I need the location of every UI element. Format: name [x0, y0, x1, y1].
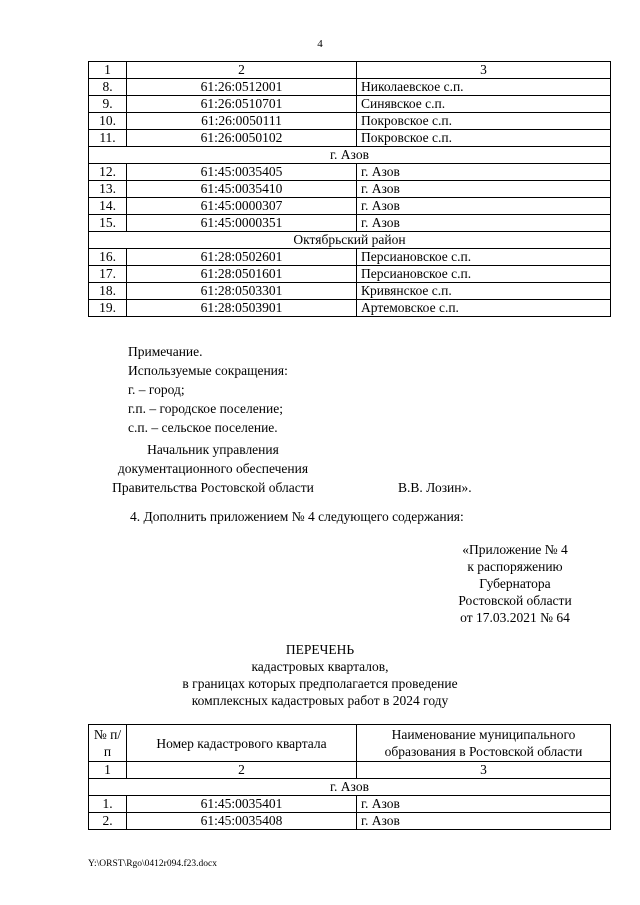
note-line: Примечание. — [128, 344, 203, 359]
header-cell-name: Наименование муниципального образования в Ростовской области — [357, 725, 611, 762]
document-title — [0, 641, 640, 709]
row-number: 10. — [89, 113, 127, 130]
cadastral-code: 61:28:0501601 — [127, 266, 357, 283]
file-path-footer: Y:\ORST\Rgo\0412r094.f23.docx — [88, 859, 217, 869]
table-row — [89, 266, 611, 283]
note-line: Используемые сокращения: — [128, 363, 288, 378]
cadastral-code: 61:45:0035408 — [127, 813, 357, 830]
cadastral-code: 61:26:0512001 — [127, 79, 357, 96]
municipality-name: г. Азов — [357, 215, 611, 232]
section-row — [89, 779, 611, 796]
row-number: 11. — [89, 130, 127, 147]
cadastral-code: 61:45:0035405 — [127, 164, 357, 181]
column-number-cell: 3 — [357, 62, 611, 79]
table-row — [89, 96, 611, 113]
cadastral-code: 61:28:0503901 — [127, 300, 357, 317]
signatory-title-line: документационного обеспечения — [117, 461, 309, 476]
cadastral-code: 61:45:0035410 — [127, 181, 357, 198]
municipality-name: г. Азов — [357, 796, 611, 813]
note-line: г. – город; — [128, 382, 185, 397]
cadastral-code: 61:45:0035401 — [127, 796, 357, 813]
table-row — [89, 283, 611, 300]
row-number: 13. — [89, 181, 127, 198]
table-row — [89, 813, 611, 830]
row-number: 15. — [89, 215, 127, 232]
table-row — [89, 249, 611, 266]
municipality-name: г. Азов — [357, 198, 611, 215]
header-cell-number: № п/п — [89, 725, 127, 762]
section-row — [89, 232, 611, 249]
note-line: с.п. – сельское поселение. — [128, 420, 278, 435]
title-line: кадастровых кварталов, — [251, 659, 389, 674]
column-number-row — [89, 62, 611, 79]
cadastral-code: 61:28:0502601 — [127, 249, 357, 266]
appendix-line: «Приложение № 4 — [462, 542, 568, 557]
appendix-line: к распоряжению — [467, 559, 563, 574]
row-number: 9. — [89, 96, 127, 113]
table-row — [89, 181, 611, 198]
municipality-name: г. Азов — [357, 181, 611, 198]
section-label: Октябрьский район — [89, 232, 611, 249]
title-heading: ПЕРЕЧЕНЬ — [285, 642, 355, 657]
appendix-line: Ростовской области — [458, 593, 572, 608]
section-label: г. Азов — [89, 147, 611, 164]
column-number-cell: 1 — [89, 62, 127, 79]
row-number: 19. — [89, 300, 127, 317]
signatory-title-line: Начальник управления — [147, 442, 279, 457]
municipality-name: Покровское с.п. — [357, 130, 611, 147]
appendix-line: от 17.03.2021 № 64 — [460, 610, 570, 625]
municipality-name: Артемовское с.п. — [357, 300, 611, 317]
row-number: 1. — [89, 796, 127, 813]
cadastral-code: 61:26:0050102 — [127, 130, 357, 147]
table-row — [89, 300, 611, 317]
cadastral-table-appendix4 — [88, 724, 611, 830]
municipality-name: Покровское с.п. — [357, 113, 611, 130]
table-row — [89, 79, 611, 96]
row-number: 8. — [89, 79, 127, 96]
table-row — [89, 130, 611, 147]
column-number-row — [89, 762, 611, 779]
cadastral-code: 61:28:0503301 — [127, 283, 357, 300]
row-number: 17. — [89, 266, 127, 283]
table-row — [89, 198, 611, 215]
municipality-name: г. Азов — [357, 813, 611, 830]
table-row — [89, 796, 611, 813]
municipality-name: г. Азов — [357, 164, 611, 181]
section-label: г. Азов — [89, 779, 611, 796]
section-row — [89, 147, 611, 164]
cadastral-code: 61:26:0050111 — [127, 113, 357, 130]
column-number-cell: 3 — [357, 762, 611, 779]
title-line: комплексных кадастровых работ в 2024 году — [191, 693, 449, 708]
note-block — [128, 342, 288, 437]
row-number: 18. — [89, 283, 127, 300]
table-header-row — [89, 725, 611, 762]
row-number: 16. — [89, 249, 127, 266]
point-4-text: 4. Дополнить приложением № 4 следующего содержания: — [130, 509, 464, 524]
signatory-title-line: Правительства Ростовской области — [112, 480, 314, 495]
cadastral-code: 61:45:0000307 — [127, 198, 357, 215]
table-row — [89, 113, 611, 130]
title-line: в границах которых предполагается проведение — [182, 676, 458, 691]
table-row — [89, 215, 611, 232]
municipality-name: Кривянское с.п. — [357, 283, 611, 300]
page-number: 4 — [317, 38, 323, 50]
row-number: 14. — [89, 198, 127, 215]
row-number: 2. — [89, 813, 127, 830]
row-number: 12. — [89, 164, 127, 181]
appendix-line: Губернатора — [479, 576, 551, 591]
appendix-header — [440, 541, 590, 626]
signatory-name: В.В. Лозин». — [398, 480, 472, 495]
header-cell-code: Номер кадастрового квартала — [127, 725, 357, 762]
column-number-cell: 2 — [127, 62, 357, 79]
signatory-title — [88, 440, 338, 497]
municipality-name: Персиановское с.п. — [357, 266, 611, 283]
note-line: г.п. – городское поселение; — [128, 401, 283, 416]
cadastral-table-continued — [88, 61, 611, 317]
municipality-name: Николаевское с.п. — [357, 79, 611, 96]
column-number-cell: 2 — [127, 762, 357, 779]
table-row — [89, 164, 611, 181]
cadastral-code: 61:45:0000351 — [127, 215, 357, 232]
column-number-cell: 1 — [89, 762, 127, 779]
municipality-name: Персиановское с.п. — [357, 249, 611, 266]
cadastral-code: 61:26:0510701 — [127, 96, 357, 113]
municipality-name: Синявское с.п. — [357, 96, 611, 113]
